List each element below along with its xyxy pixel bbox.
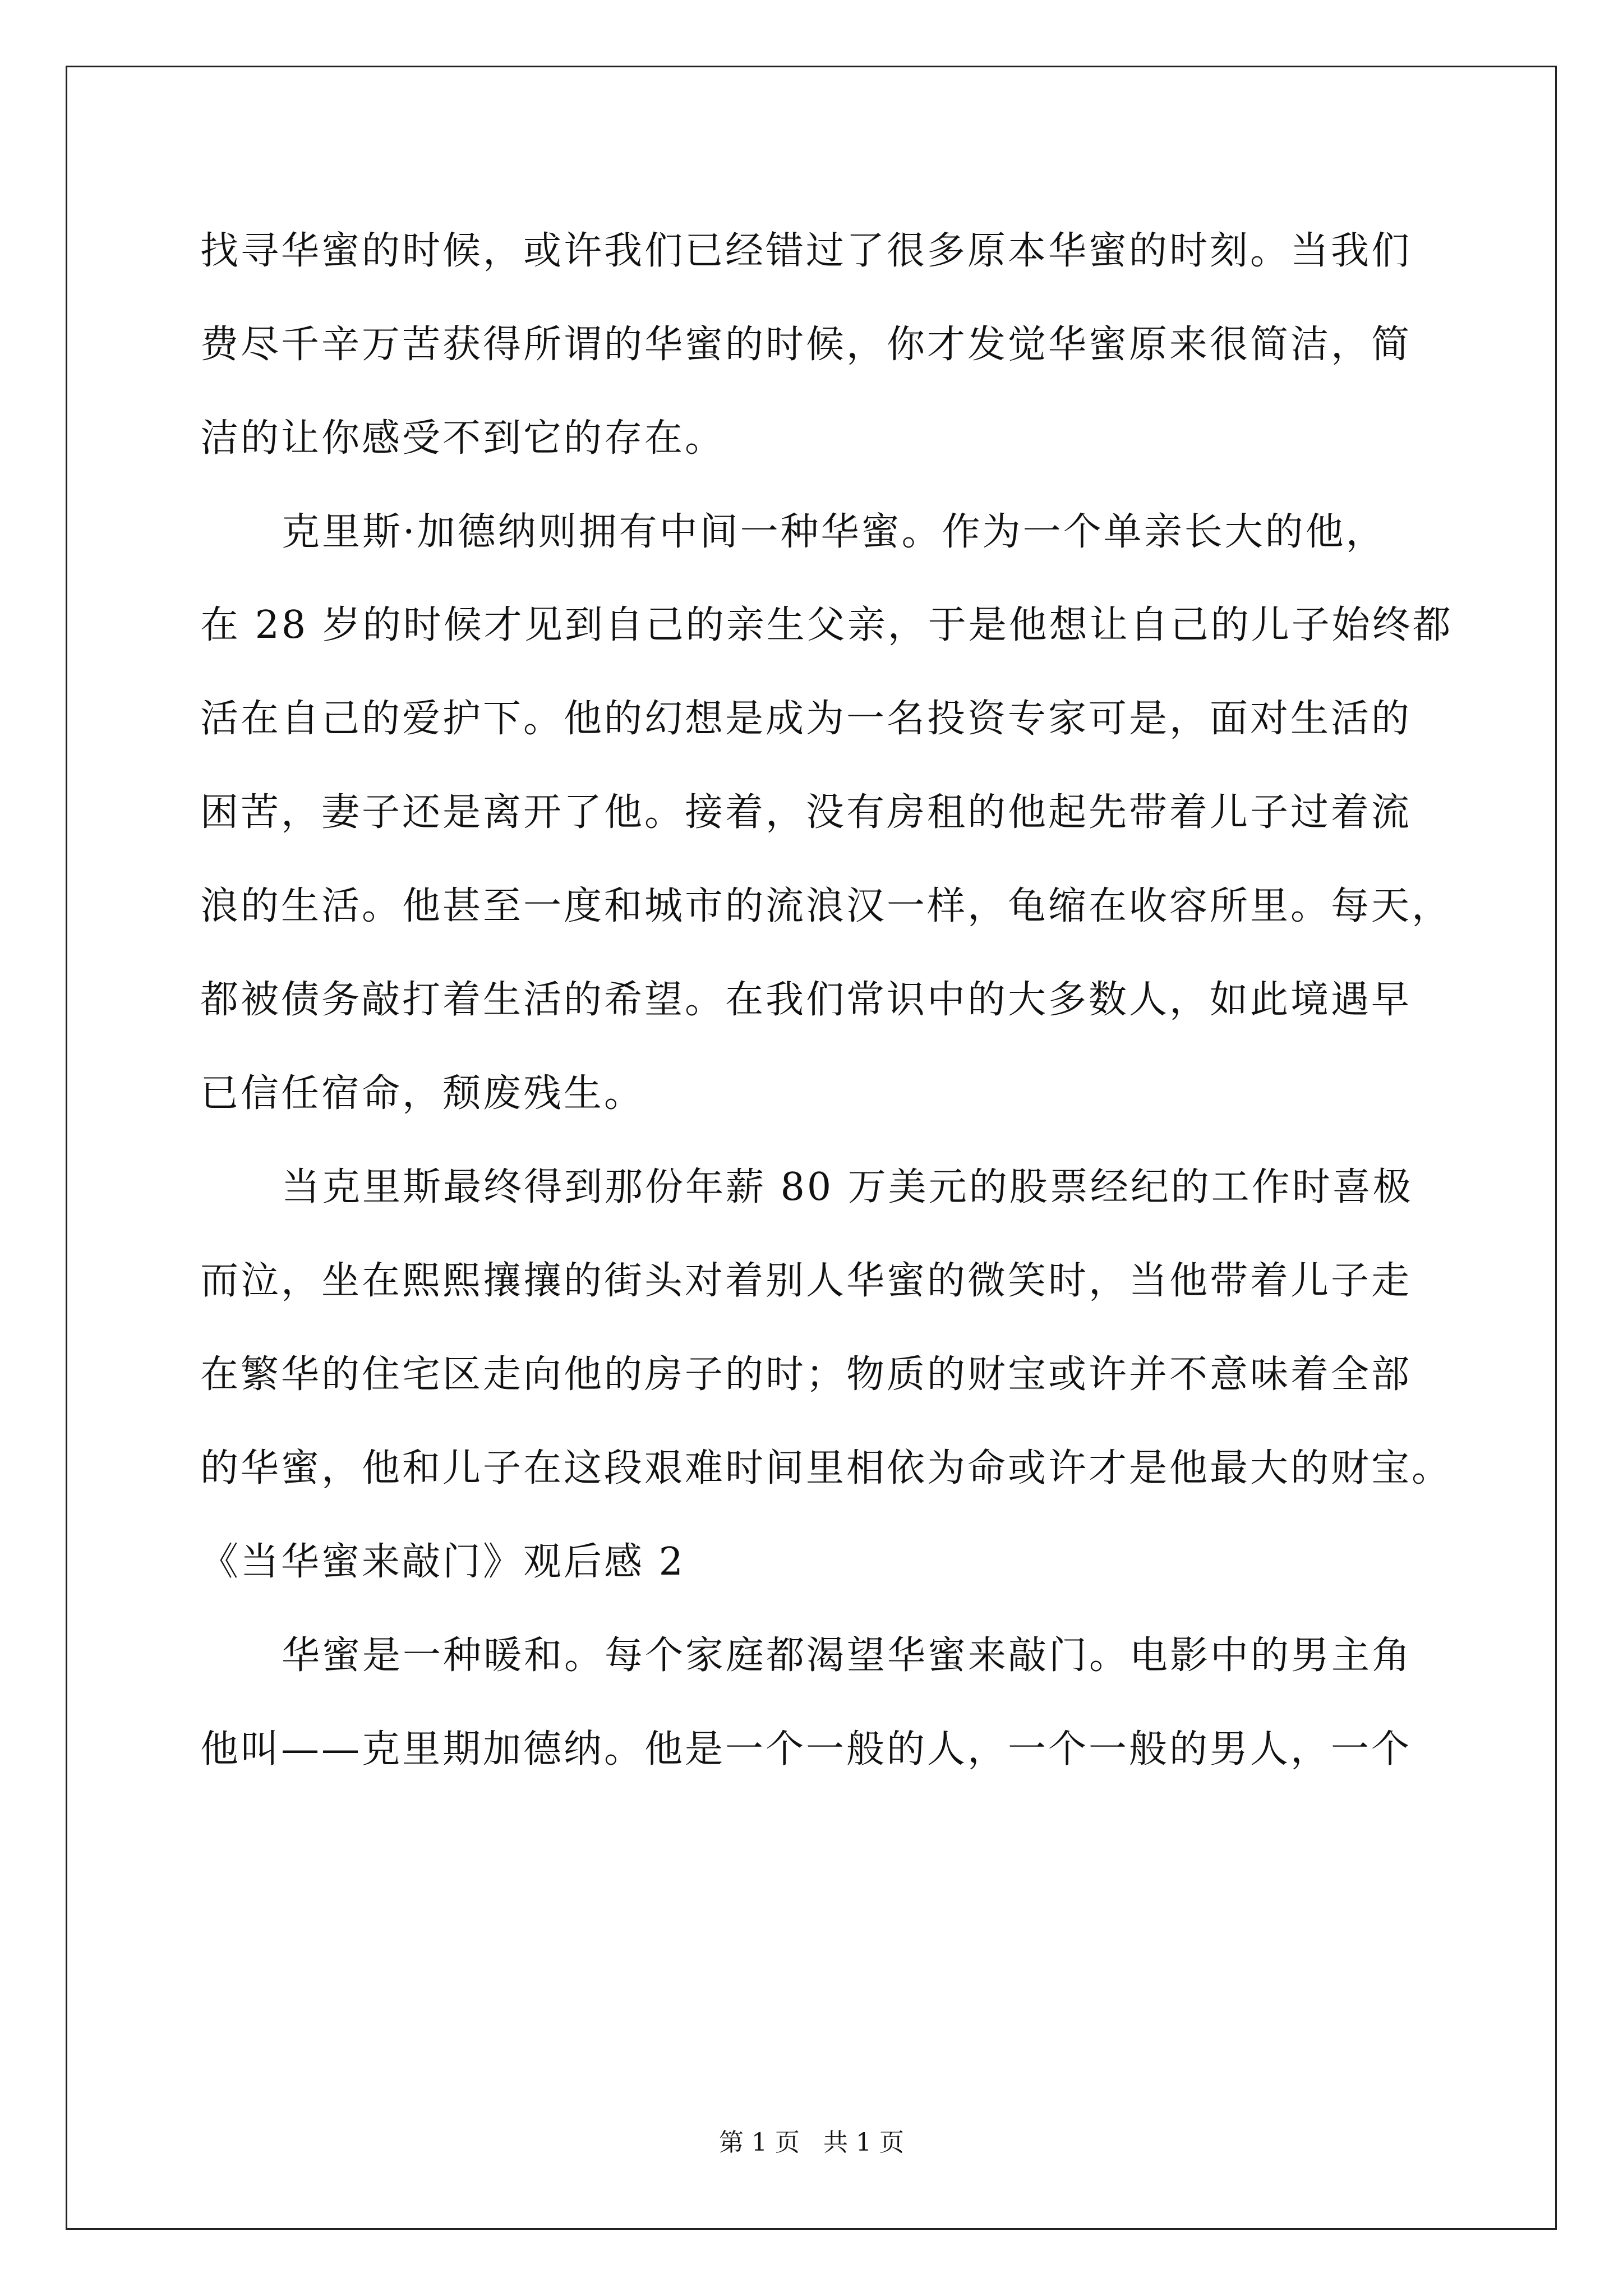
text-line: 而泣，坐在熙熙攘攘的街头对着别人华蜜的微笑时，当他带着儿子走	[200, 1259, 1412, 1303]
text-line: 在繁华的住宅区走向他的房子的时；物质的财宝或许并不意味着全部	[200, 1352, 1412, 1397]
text-line: 的华蜜，他和儿子在这段艰难时间里相依为命或许才是他最大的财宝。	[200, 1446, 1453, 1490]
text-line: 都被债务敲打着生活的希望。在我们常识中的大多数人，如此境遇早	[200, 978, 1412, 1022]
page-footer: 第 1 页 共 1 页	[719, 2128, 904, 2157]
text-line: 浪的生活。他甚至一度和城市的流浪汉一样，龟缩在收容所里。每天，	[200, 884, 1453, 928]
text-line: 活在自己的爱护下。他的幻想是成为一名投资专家可是，面对生活的	[200, 697, 1412, 741]
paragraph-start-line: 克里斯·加德纳则拥有中间一种华蜜。作为一个单亲长大的他，	[282, 510, 1386, 554]
text-line: 已信任宿命，颓废残生。	[200, 1071, 645, 1116]
paragraph-start-line: 当克里斯最终得到那份年薪 80 万美元的股票经纪的工作时喜极	[282, 1165, 1413, 1209]
page-border	[66, 66, 1557, 2230]
text-line: 费尽千辛万苦获得所谓的华蜜的时候，你才发觉华蜜原来很简洁，简	[200, 323, 1412, 367]
section-heading: 《当华蜜来敲门》观后感 2	[200, 1540, 685, 1584]
text-line: 洁的让你感受不到它的存在。	[200, 416, 726, 461]
text-line: 在 28 岁的时候才见到自己的亲生父亲，于是他想让自己的儿子始终都	[200, 603, 1453, 647]
text-line: 找寻华蜜的时候，或许我们已经错过了很多原本华蜜的时刻。当我们	[200, 229, 1412, 273]
paragraph-start-line: 华蜜是一种暖和。每个家庭都渴望华蜜来敲门。电影中的男主角	[282, 1634, 1413, 1678]
text-line: 他叫——克里期加德纳。他是一个一般的人，一个一般的男人，一个	[200, 1727, 1412, 1772]
text-line: 困苦，妻子还是离开了他。接着，没有房租的他起先带着儿子过着流	[200, 790, 1412, 835]
